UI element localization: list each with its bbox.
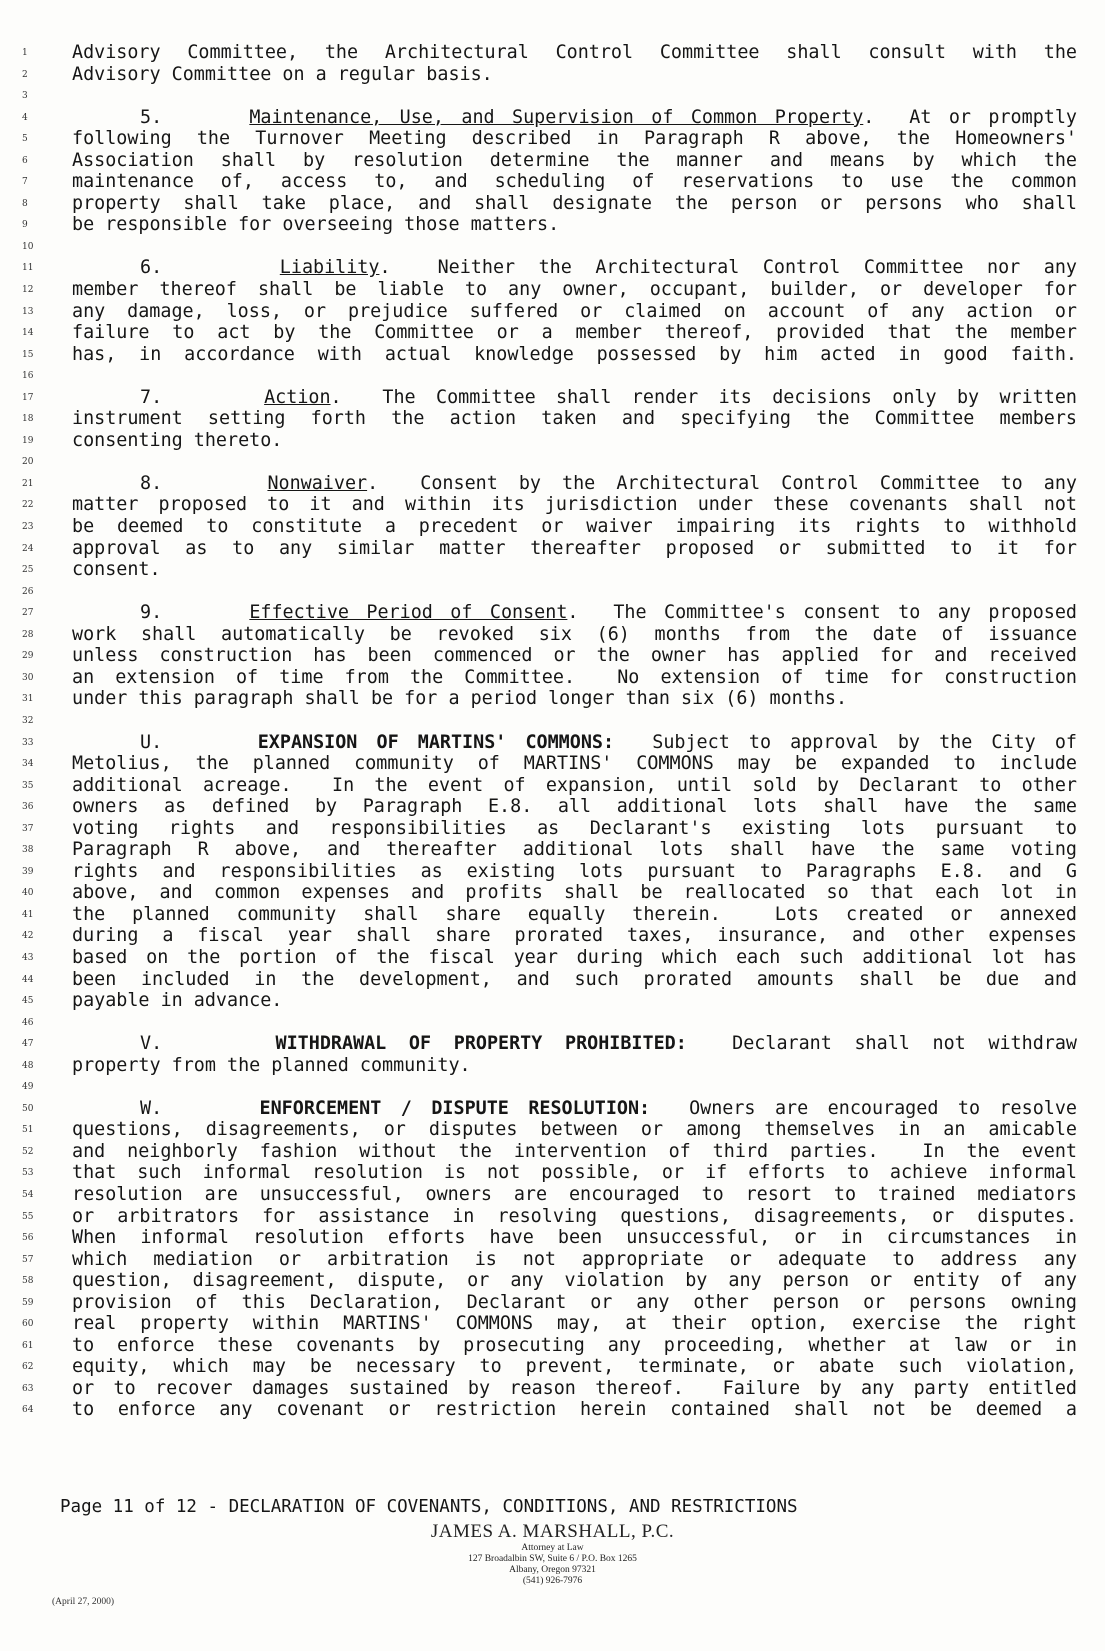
document-line xyxy=(0,150,1105,172)
line-content: Owners are encouraged to resolve xyxy=(650,1097,1077,1119)
line-number: 1 xyxy=(22,48,28,58)
line-number: 32 xyxy=(22,715,34,726)
line-text xyxy=(72,602,1077,624)
line-text xyxy=(72,1292,1077,1314)
line-text xyxy=(72,645,1077,667)
line-text xyxy=(72,1227,1077,1249)
line-number: 51 xyxy=(22,1125,34,1136)
line-number: 49 xyxy=(22,1082,34,1093)
line-number: 14 xyxy=(22,328,34,339)
document-line xyxy=(0,882,1105,904)
line-number: 36 xyxy=(22,802,34,813)
document-line xyxy=(0,107,1105,129)
line-number: 62 xyxy=(22,1362,34,1373)
line-content: to enforce any covenant or restriction herein contained shall not be deemed a xyxy=(72,1399,1077,1421)
line-number: 58 xyxy=(22,1276,34,1287)
paragraph-marker: 6. xyxy=(140,257,280,279)
line-number: 60 xyxy=(22,1319,34,1330)
line-content: additional acreage. In the event of expansion, until sold by Declarant to other xyxy=(72,774,1077,796)
line-content: . The Committee's consent to any proposed xyxy=(567,602,1077,624)
document-line xyxy=(0,1033,1105,1055)
line-number: 5 xyxy=(22,134,28,145)
line-number: 30 xyxy=(22,672,34,683)
document-line xyxy=(0,322,1105,344)
line-text xyxy=(72,1162,1077,1184)
line-content: consenting thereto. xyxy=(72,429,283,451)
document-line xyxy=(0,538,1105,560)
document-line xyxy=(0,818,1105,840)
paragraph-marker: U. xyxy=(140,731,258,753)
line-content: Advisory Committee on a regular basis. xyxy=(72,63,493,85)
firm-address: 127 Broadalbin SW, Suite 6 / P.O. Box 1265 xyxy=(468,1554,637,1564)
document-line xyxy=(0,365,1105,387)
document-line xyxy=(0,1206,1105,1228)
line-number: 39 xyxy=(22,866,34,877)
line-number: 7 xyxy=(22,177,28,188)
document-line xyxy=(0,128,1105,150)
line-text xyxy=(72,430,1077,452)
document-line xyxy=(0,861,1105,883)
line-text xyxy=(72,947,1077,969)
line-number: 53 xyxy=(22,1168,34,1179)
line-content: to enforce these covenants by prosecuting any proceeding, whether at law or in xyxy=(72,1334,1077,1356)
line-text xyxy=(72,1206,1077,1228)
document-line xyxy=(0,1098,1105,1120)
document-line xyxy=(0,1249,1105,1271)
document-line xyxy=(0,753,1105,775)
document-line xyxy=(0,839,1105,861)
paragraph-marker: W. xyxy=(140,1097,260,1119)
line-content: matter proposed to it and within its jurisdiction under these covenants shall not xyxy=(72,494,1077,516)
line-number: 34 xyxy=(22,759,34,770)
line-content: or arbitrators for assistance in resolving questions, disagreements, or disputes. xyxy=(72,1205,1077,1227)
line-text xyxy=(72,861,1077,883)
line-number: 6 xyxy=(22,155,28,166)
document-line xyxy=(0,925,1105,947)
line-number: 63 xyxy=(22,1383,34,1394)
line-text xyxy=(72,1356,1077,1378)
line-text xyxy=(72,904,1077,926)
document-line xyxy=(0,494,1105,516)
document-line xyxy=(0,257,1105,279)
line-content: instrument setting forth the action taken and specifying the Committee members xyxy=(72,408,1077,430)
section-heading: EXPANSION OF MARTINS' COMMONS: xyxy=(257,731,615,753)
line-text xyxy=(72,732,1077,754)
line-number: 18 xyxy=(22,414,34,425)
document-line xyxy=(0,710,1105,732)
line-text xyxy=(72,1313,1077,1335)
line-text xyxy=(72,193,1077,215)
document-line xyxy=(0,430,1105,452)
line-content: property from the planned community. xyxy=(72,1054,471,1076)
line-text xyxy=(72,64,1077,86)
page-footer: Page 11 of 12 - DECLARATION OF COVENANTS, CONDITIONS, AND RESTRICTIONS xyxy=(60,1497,798,1517)
line-text xyxy=(72,1270,1077,1292)
line-content: during a fiscal year shall share prorated taxes, insurance, and other expenses xyxy=(72,925,1077,947)
line-number: 24 xyxy=(22,543,34,554)
line-content: provision of this Declaration, Declarant or any other person or persons owning xyxy=(72,1291,1077,1313)
line-number: 3 xyxy=(22,91,28,102)
line-content: an extension of time from the Committee. No extension of time for construction xyxy=(72,666,1077,688)
document-line xyxy=(0,645,1105,667)
line-text xyxy=(72,775,1077,797)
paragraph-marker: 8. xyxy=(140,472,268,494)
line-content: been included in the development, and such prorated amounts shall be due and xyxy=(72,968,1077,990)
section-heading: Effective Period of Consent xyxy=(249,602,568,624)
document-line xyxy=(0,1076,1105,1098)
line-number: 17 xyxy=(22,392,34,403)
section-heading: Nonwaiver xyxy=(267,472,368,494)
line-text xyxy=(72,516,1077,538)
document-line xyxy=(0,1184,1105,1206)
firm-name: JAMES A. MARSHALL, P.C. xyxy=(430,1521,675,1542)
line-content: Advisory Committee, the Architectural Control Committee shall consult with the xyxy=(72,42,1077,63)
line-content: and neighborly fashion without the intervention of third parties. In the event xyxy=(72,1140,1077,1162)
line-content: property shall take place, and shall designate the person or persons who shall xyxy=(72,192,1077,214)
document-line xyxy=(0,1378,1105,1400)
document-line xyxy=(0,1227,1105,1249)
line-text xyxy=(72,882,1077,904)
line-text xyxy=(72,1141,1077,1163)
line-number: 29 xyxy=(22,651,34,662)
line-number: 59 xyxy=(22,1297,34,1308)
document-line xyxy=(0,667,1105,689)
line-number: 52 xyxy=(22,1146,34,1157)
line-text xyxy=(72,171,1077,193)
document-line xyxy=(0,451,1105,473)
document-line xyxy=(0,1162,1105,1184)
line-number: 15 xyxy=(22,349,34,360)
line-number: 8 xyxy=(22,198,28,209)
document-line xyxy=(0,1292,1105,1314)
line-text xyxy=(72,559,1077,581)
document-line xyxy=(0,990,1105,1012)
line-content: the planned community shall share equally therein. Lots created or annexed xyxy=(72,903,1077,925)
line-content: based on the portion of the fiscal year during which each such additional lot has xyxy=(72,946,1077,968)
line-number: 23 xyxy=(22,522,34,533)
line-text xyxy=(72,839,1077,861)
line-text xyxy=(72,42,1077,64)
line-content: Declarant shall not withdraw xyxy=(686,1033,1077,1055)
line-text xyxy=(72,408,1077,430)
document-line xyxy=(0,1141,1105,1163)
line-text xyxy=(72,624,1077,646)
date-stamp: (April 27, 2000) xyxy=(52,1597,115,1607)
document-line xyxy=(0,408,1105,430)
line-content: . The Committee shall render its decisions only by written xyxy=(330,386,1077,408)
document-line xyxy=(0,387,1105,409)
document-line xyxy=(0,1399,1105,1421)
document-line xyxy=(0,171,1105,193)
paragraph-marker: V. xyxy=(140,1033,276,1055)
line-text xyxy=(72,150,1077,172)
line-number: 61 xyxy=(22,1340,34,1351)
document-line xyxy=(0,581,1105,603)
line-content: Subject to approval by the City of xyxy=(614,731,1077,753)
line-content: which mediation or arbitration is not appropriate or adequate to address any xyxy=(72,1248,1077,1270)
line-number: 45 xyxy=(22,996,34,1007)
line-content: Paragraph R above, and thereafter additional lots shall have the same voting xyxy=(72,839,1077,861)
document-line xyxy=(0,301,1105,323)
line-number: 21 xyxy=(22,478,34,489)
line-number: 40 xyxy=(22,888,34,899)
paragraph-marker: 7. xyxy=(140,386,265,408)
line-content: real property within MARTINS' COMMONS may, at their option, exercise the right xyxy=(72,1313,1077,1335)
line-text xyxy=(72,301,1077,323)
paragraph-marker: 9. xyxy=(140,602,250,624)
line-number: 47 xyxy=(22,1039,34,1050)
document-line xyxy=(0,64,1105,86)
line-number: 10 xyxy=(22,241,34,252)
section-heading: WITHDRAWAL OF PROPERTY PROHIBITED: xyxy=(275,1033,687,1055)
line-content: member thereof shall be liable to any owner, occupant, builder, or developer for xyxy=(72,279,1077,301)
line-content: When informal resolution efforts have been unsuccessful, or in circumstances in xyxy=(72,1227,1077,1249)
line-content: questions, disagreements, or disputes between or among themselves in an amicable xyxy=(72,1119,1077,1141)
line-content: Metolius, the planned community of MARTINS' COMMONS may be expanded to include xyxy=(72,753,1077,775)
line-number: 46 xyxy=(22,1017,34,1028)
document-line xyxy=(0,732,1105,754)
firm-phone: (541) 926-7976 xyxy=(522,1576,583,1586)
line-text xyxy=(72,796,1077,818)
line-content: rights and responsibilities as existing lots pursuant to Paragraphs E.8. and G xyxy=(72,860,1077,882)
line-text xyxy=(72,538,1077,560)
line-number: 55 xyxy=(22,1211,34,1222)
line-number: 20 xyxy=(22,457,34,468)
line-text xyxy=(72,344,1077,366)
line-number: 64 xyxy=(22,1405,34,1416)
line-text xyxy=(72,1055,1077,1077)
paragraph-marker: 5. xyxy=(140,106,250,128)
document-line xyxy=(0,796,1105,818)
line-content: owners as defined by Paragraph E.8. all additional lots shall have the same xyxy=(72,796,1077,818)
line-text xyxy=(72,214,1077,236)
line-text xyxy=(72,969,1077,991)
document-line xyxy=(0,1055,1105,1077)
document-line xyxy=(0,1119,1105,1141)
document-line xyxy=(0,688,1105,710)
line-content: payable in advance. xyxy=(72,990,283,1012)
line-number: 50 xyxy=(22,1103,34,1114)
document-line xyxy=(0,214,1105,236)
line-number: 13 xyxy=(22,306,34,317)
section-heading: Action xyxy=(264,386,331,408)
line-content: . Consent by the Architectural Control Committee to any xyxy=(367,472,1077,494)
line-content: Association shall by resolution determine the manner and means by which the xyxy=(72,149,1077,171)
document-line xyxy=(0,279,1105,301)
line-text xyxy=(72,1098,1077,1120)
firm-title: Attorney at Law xyxy=(521,1543,584,1553)
line-text xyxy=(72,322,1077,344)
document-line xyxy=(0,344,1105,366)
line-text xyxy=(72,753,1077,775)
line-content: consent. xyxy=(72,559,161,581)
document-line xyxy=(0,1012,1105,1034)
document-body xyxy=(0,42,1105,1421)
document-line xyxy=(0,1356,1105,1378)
line-content: approval as to any similar matter thereafter proposed or submitted to it for xyxy=(72,537,1077,559)
document-line xyxy=(0,904,1105,926)
document-line xyxy=(0,947,1105,969)
line-text xyxy=(72,1184,1077,1206)
line-content: following the Turnover Meeting described in Paragraph R above, the Homeowners' xyxy=(72,128,1077,150)
document-line xyxy=(0,1270,1105,1292)
line-content: voting rights and responsibilities as Declarant's existing lots pursuant to xyxy=(72,817,1077,839)
line-content: be responsible for overseeing those matters. xyxy=(72,214,560,236)
line-number: 57 xyxy=(22,1254,34,1265)
section-heading: ENFORCEMENT / DISPUTE RESOLUTION: xyxy=(259,1097,651,1119)
line-number: 22 xyxy=(22,500,34,511)
line-number: 43 xyxy=(22,952,34,963)
document-line xyxy=(0,559,1105,581)
line-content: . Neither the Architectural Control Committee nor any xyxy=(379,257,1077,279)
line-text xyxy=(72,257,1077,279)
firm-letterhead xyxy=(0,1521,1105,1587)
line-number: 16 xyxy=(22,371,34,382)
line-number: 4 xyxy=(22,112,28,123)
line-number: 33 xyxy=(22,737,34,748)
line-text xyxy=(72,1335,1077,1357)
line-text xyxy=(72,1249,1077,1271)
line-number: 37 xyxy=(22,823,34,834)
line-number: 56 xyxy=(22,1233,34,1244)
line-text xyxy=(72,473,1077,495)
line-number: 41 xyxy=(22,909,34,920)
line-content: under this paragraph shall be for a period longer than six (6) months. xyxy=(72,688,848,710)
line-text xyxy=(72,925,1077,947)
line-content: equity, which may be necessary to prevent, terminate, or abate such violation, xyxy=(72,1356,1077,1378)
line-number: 44 xyxy=(22,974,34,985)
line-content: above, and common expenses and profits shall be reallocated so that each lot in xyxy=(72,882,1077,904)
line-number: 54 xyxy=(22,1189,34,1200)
line-number: 26 xyxy=(22,586,34,597)
line-content: resolution are unsuccessful, owners are encouraged to resort to trained mediators xyxy=(72,1183,1077,1205)
document-line xyxy=(0,85,1105,107)
line-content: unless construction has been commenced or the owner has applied for and received xyxy=(72,645,1077,667)
document-line xyxy=(0,236,1105,258)
line-number: 27 xyxy=(22,608,34,619)
line-text xyxy=(72,128,1077,150)
line-number: 12 xyxy=(22,285,34,296)
line-text xyxy=(72,1399,1077,1421)
document-line xyxy=(0,1335,1105,1357)
line-content: . At or promptly xyxy=(863,106,1077,128)
line-text xyxy=(72,279,1077,301)
line-number: 28 xyxy=(22,629,34,640)
line-text xyxy=(72,107,1077,129)
document-line xyxy=(0,473,1105,495)
line-text xyxy=(72,494,1077,516)
document-line xyxy=(0,969,1105,991)
section-heading: Liability xyxy=(279,257,380,279)
line-content: work shall automatically be revoked six (6) months from the date of issuance xyxy=(72,623,1077,645)
document-line xyxy=(0,775,1105,797)
line-number: 48 xyxy=(22,1060,34,1071)
line-text xyxy=(72,387,1077,409)
line-text xyxy=(72,688,1077,710)
line-number: 9 xyxy=(22,220,28,231)
line-content: failure to act by the Committee or a member thereof, provided that the member xyxy=(72,322,1077,344)
document-line xyxy=(0,1313,1105,1335)
line-number: 35 xyxy=(22,780,34,791)
firm-city: Albany, Oregon 97321 xyxy=(509,1565,596,1575)
section-heading: Maintenance, Use, and Supervision of Common Property xyxy=(249,106,864,128)
line-number: 25 xyxy=(22,565,34,576)
document-line xyxy=(0,193,1105,215)
line-content: be deemed to constitute a precedent or waiver impairing its rights to withhold xyxy=(72,516,1077,538)
line-number: 2 xyxy=(22,69,28,80)
line-content: has, in accordance with actual knowledge possessed by him acted in good faith. xyxy=(72,343,1077,365)
line-text xyxy=(72,818,1077,840)
line-text xyxy=(72,667,1077,689)
document-line xyxy=(0,42,1105,64)
line-number: 31 xyxy=(22,694,34,705)
document-line xyxy=(0,602,1105,624)
line-text xyxy=(72,1119,1077,1141)
line-text xyxy=(72,1033,1077,1055)
line-content: that such informal resolution is not possible, or if efforts to achieve informal xyxy=(72,1162,1077,1184)
line-text xyxy=(72,1378,1077,1400)
line-number: 38 xyxy=(22,845,34,856)
line-number: 42 xyxy=(22,931,34,942)
line-content: any damage, loss, or prejudice suffered or claimed on account of any action or xyxy=(72,300,1077,322)
line-text xyxy=(72,990,1077,1012)
document-line xyxy=(0,516,1105,538)
line-content: or to recover damages sustained by reason thereof. Failure by any party entitled xyxy=(72,1377,1077,1399)
line-content: maintenance of, access to, and scheduling of reservations to use the common xyxy=(72,171,1077,193)
line-number: 11 xyxy=(22,263,34,274)
line-number: 19 xyxy=(22,435,34,446)
line-content: question, disagreement, dispute, or any violation by any person or entity of any xyxy=(72,1270,1077,1292)
document-line xyxy=(0,624,1105,646)
